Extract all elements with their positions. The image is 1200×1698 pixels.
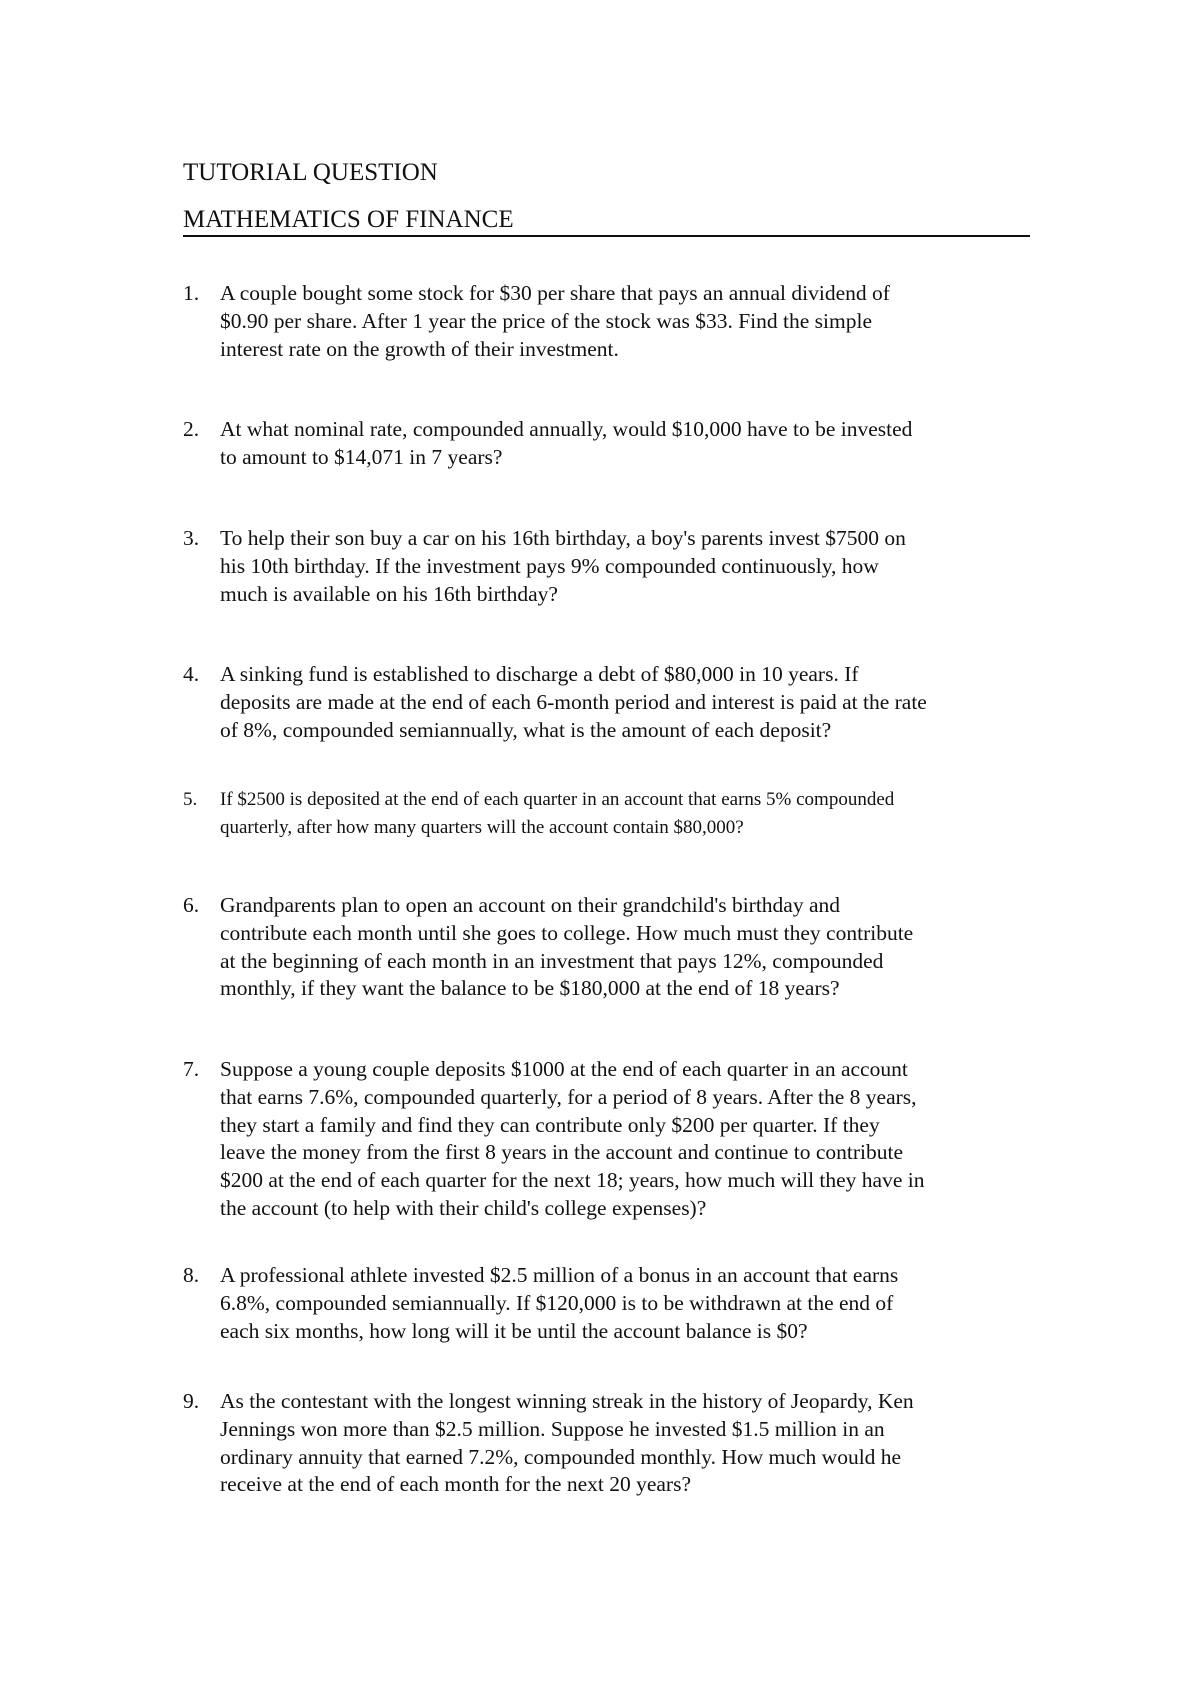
question-text (220, 525, 1040, 608)
document-title: TUTORIAL QUESTION (183, 159, 438, 186)
question-line: the account (to help with their child's college expenses)? (220, 1195, 707, 1220)
question-line: leave the money from the first 8 years in the account and continue to contribute (220, 1140, 903, 1165)
question-line: interest rate on the growth of their investment. (220, 336, 619, 361)
question-line: quarterly, after how many quarters will the account contain $80,000? (220, 816, 744, 838)
question-number: 9. (183, 1389, 200, 1413)
question-line: his 10th birthday. If the investment pays 9% compounded continuously, how (220, 553, 879, 578)
question-line: At what nominal rate, compounded annually, would $10,000 have to be invested (220, 417, 913, 441)
question-line: contribute each month until she goes to college. How much must they contribute (220, 920, 914, 945)
question-text (220, 280, 1040, 363)
question-text (220, 786, 1040, 841)
question-line: $200 at the end of each quarter for the next 18; years, how much will they have in (220, 1168, 925, 1193)
question-line: to amount to $14,071 in 7 years? (220, 444, 503, 469)
question-number: 7. (183, 1057, 200, 1081)
question-number: 8. (183, 1263, 200, 1287)
question-line: monthly, if they want the balance to be $180,000 at the end of 18 years? (220, 976, 840, 1001)
question-line: at the beginning of each month in an investment that pays 12%, compounded (220, 948, 884, 973)
question-line: A professional athlete invested $2.5 million of a bonus in an account that earns (220, 1263, 899, 1287)
question-line: deposits are made at the end of each 6-month period and interest is paid at the rate (220, 689, 927, 714)
question-line: 6.8%, compounded semiannually. If $120,000 is to be withdrawn at the end of (220, 1290, 894, 1315)
question-line: A sinking fund is established to discharge a debt of $80,000 in 10 years. If (220, 662, 859, 686)
question-line: To help their son buy a car on his 16th birthday, a boy's parents invest $7500 on (220, 526, 906, 550)
question-line: As the contestant with the longest winning streak in the history of Jeopardy, Ken (220, 1389, 914, 1413)
question-line: Suppose a young couple deposits $1000 at the end of each quarter in an account (220, 1057, 908, 1081)
document-subtitle: MATHEMATICS OF FINANCE (183, 205, 1030, 237)
question-line: each six months, how long will it be until the account balance is $0? (220, 1318, 808, 1343)
question-line: ordinary annuity that earned 7.2%, compounded monthly. How much would he (220, 1444, 902, 1469)
question-number: 1. (183, 281, 200, 305)
question-line: of 8%, compounded semiannually, what is the amount of each deposit? (220, 717, 832, 742)
question-line: that earns 7.6%, compounded quarterly, for a period of 8 years. After the 8 years, (220, 1084, 917, 1109)
question-text (220, 1056, 1040, 1223)
question-line: Jennings won more than $2.5 million. Suppose he invested $1.5 million in an (220, 1416, 885, 1441)
question-text (220, 892, 1040, 1003)
question-text (220, 1388, 1040, 1499)
question-number: 4. (183, 662, 200, 686)
question-line: Grandparents plan to open an account on their grandchild's birthday and (220, 893, 841, 917)
question-line: If $2500 is deposited at the end of each quarter in an account that earns 5% compounded (220, 789, 895, 810)
question-number: 6. (183, 893, 200, 917)
question-line: A couple bought some stock for $30 per share that pays an annual dividend of (220, 281, 890, 305)
question-text (220, 416, 1040, 472)
question-text (220, 1262, 1040, 1345)
question-number: 5. (183, 789, 198, 810)
question-number: 3. (183, 526, 200, 550)
question-line: much is available on his 16th birthday? (220, 581, 558, 606)
question-text (220, 661, 1040, 744)
question-line: they start a family and find they can contribute only $200 per quarter. If they (220, 1112, 880, 1137)
question-number: 2. (183, 417, 200, 441)
question-line: $0.90 per share. After 1 year the price of the stock was $33. Find the simple (220, 308, 872, 333)
question-line: receive at the end of each month for the next 20 years? (220, 1472, 691, 1497)
